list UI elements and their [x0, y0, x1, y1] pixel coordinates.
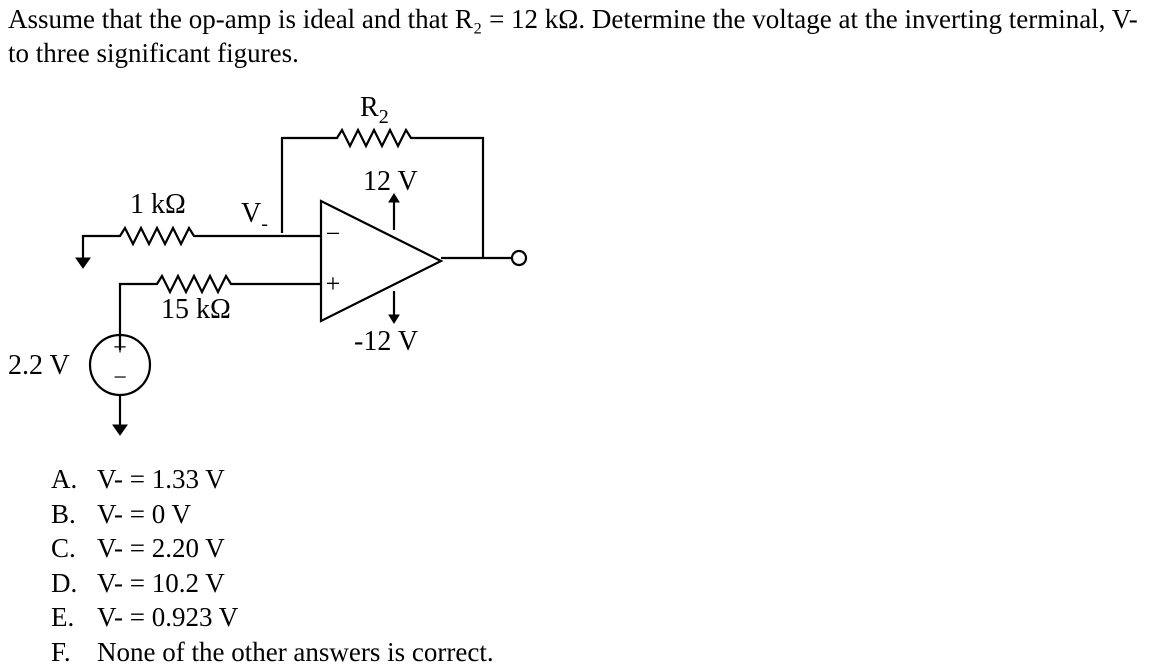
option-d[interactable] — [51, 566, 494, 601]
ground-arrow-left — [76, 258, 90, 268]
neg-supply-label: -12 V — [354, 326, 419, 357]
neg-supply-arrowhead — [389, 315, 399, 323]
r3-label: 15 kΩ — [161, 294, 231, 325]
source-plus-symbol: + — [113, 335, 127, 361]
source-minus-symbol: − — [113, 365, 127, 391]
option-letter: E. — [51, 602, 75, 632]
option-text: V- = 0 V — [97, 498, 191, 529]
option-letter: B. — [51, 498, 76, 529]
option-text: V- = 0.923 V — [97, 602, 239, 632]
option-text: V- = 1.33 V — [97, 464, 225, 494]
option-letter: A. — [51, 464, 78, 494]
option-f[interactable] — [51, 635, 494, 669]
question-line-2: to three significant figures. — [8, 38, 299, 68]
option-letter: C. — [51, 533, 76, 563]
option-text: V- = 10.2 V — [97, 567, 225, 598]
r1-branch-wire — [83, 228, 321, 258]
option-text: V- = 2.20 V — [97, 533, 225, 563]
noninverting-input-symbol: + — [325, 269, 341, 298]
r2-label: $R_2$ — [360, 92, 389, 128]
r1-label: 1 kΩ — [130, 189, 186, 220]
pos-supply-label: 12 V — [363, 166, 418, 197]
vminus-label: $V_-$ — [241, 198, 268, 235]
source-voltage-label: 2.2 V — [8, 350, 70, 381]
option-e[interactable] — [51, 600, 494, 635]
option-letter: F. — [51, 636, 71, 667]
option-c[interactable] — [51, 531, 494, 566]
answer-options — [51, 462, 494, 669]
option-a[interactable] — [51, 462, 494, 497]
inverting-input-symbol: − — [325, 219, 341, 248]
option-b[interactable] — [51, 497, 494, 532]
ground-arrow-source — [113, 425, 127, 435]
option-text: None of the other answers is correct. — [97, 636, 494, 667]
output-terminal[interactable] — [512, 251, 526, 265]
question-line-1: Assume that the op-amp is ideal and that R₂ = 12 kΩ. Determine the voltage at the inverting terminal, V- — [8, 4, 1138, 34]
option-letter: D. — [51, 567, 78, 598]
